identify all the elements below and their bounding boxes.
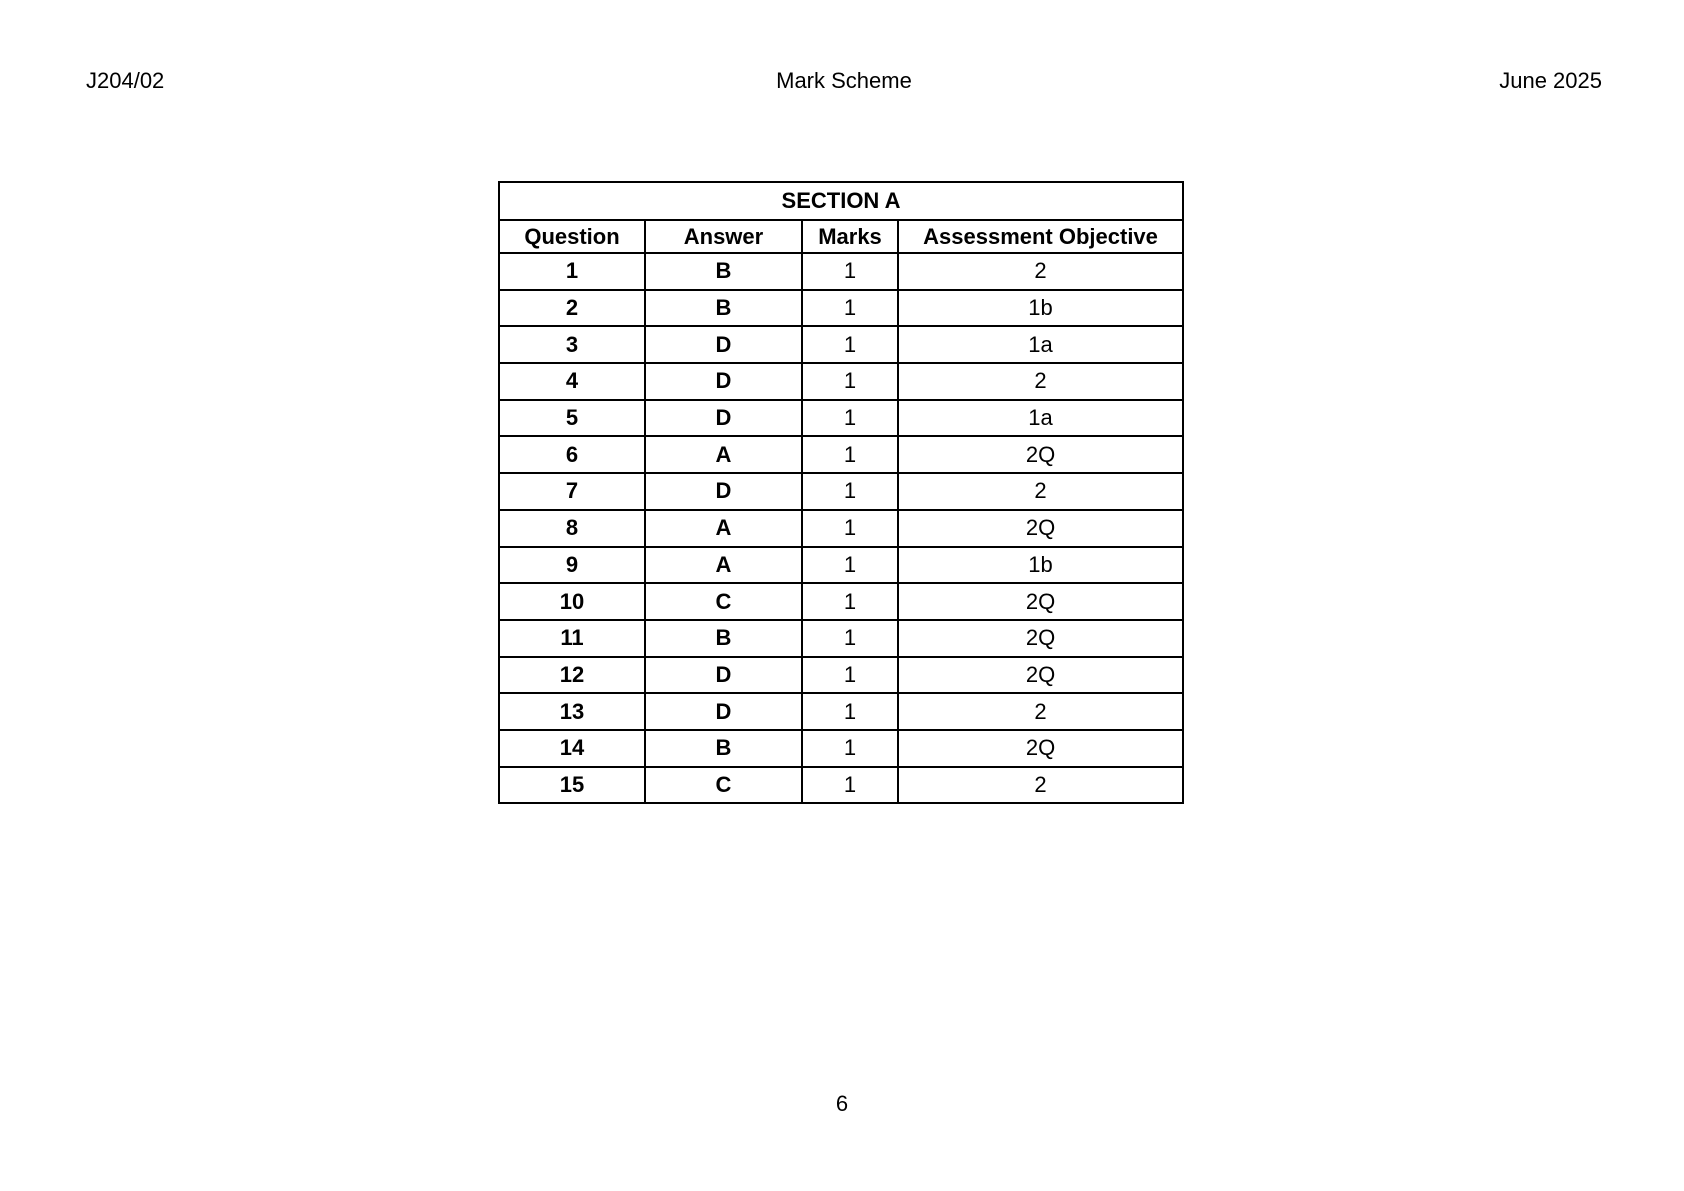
document-title: Mark Scheme xyxy=(776,68,912,93)
question-cell: 12 xyxy=(499,657,645,694)
section-a-mark-table xyxy=(498,181,1184,804)
question-cell: 14 xyxy=(499,730,645,767)
table-row xyxy=(499,767,1183,804)
table-row xyxy=(499,693,1183,730)
table-row xyxy=(499,730,1183,767)
answer-cell: C xyxy=(645,583,802,620)
assessment-objective-cell: 1b xyxy=(898,547,1183,584)
document-header xyxy=(86,68,1602,94)
table-row xyxy=(499,583,1183,620)
assessment-objective-cell: 2 xyxy=(898,473,1183,510)
marks-cell: 1 xyxy=(802,253,898,290)
question-cell: 8 xyxy=(499,510,645,547)
question-cell: 15 xyxy=(499,767,645,804)
assessment-objective-cell: 2 xyxy=(898,253,1183,290)
question-cell: 9 xyxy=(499,547,645,584)
answer-cell: B xyxy=(645,253,802,290)
assessment-objective-cell: 1a xyxy=(898,326,1183,363)
answer-cell: A xyxy=(645,547,802,584)
table-row xyxy=(499,510,1183,547)
question-cell: 13 xyxy=(499,693,645,730)
marks-cell: 1 xyxy=(802,473,898,510)
mark-table-body xyxy=(499,253,1183,803)
table-row xyxy=(499,400,1183,437)
assessment-objective-cell: 2 xyxy=(898,693,1183,730)
question-cell: 7 xyxy=(499,473,645,510)
marks-cell: 1 xyxy=(802,436,898,473)
paper-code: J204/02 xyxy=(86,68,165,93)
answer-cell: C xyxy=(645,767,802,804)
assessment-objective-cell: 1a xyxy=(898,400,1183,437)
answer-cell: D xyxy=(645,473,802,510)
assessment-objective-cell: 2Q xyxy=(898,436,1183,473)
assessment-objective-cell: 2Q xyxy=(898,510,1183,547)
marks-cell: 1 xyxy=(802,657,898,694)
answer-cell: D xyxy=(645,363,802,400)
assessment-objective-cell: 2Q xyxy=(898,657,1183,694)
session-date: June 2025 xyxy=(1499,68,1602,93)
section-title-row xyxy=(499,182,1183,220)
table-row xyxy=(499,326,1183,363)
table-row xyxy=(499,363,1183,400)
marks-cell: 1 xyxy=(802,730,898,767)
question-cell: 6 xyxy=(499,436,645,473)
marks-cell: 1 xyxy=(802,620,898,657)
column-header-question: Question xyxy=(499,220,645,253)
answer-cell: D xyxy=(645,400,802,437)
assessment-objective-cell: 1b xyxy=(898,290,1183,327)
table-row xyxy=(499,290,1183,327)
question-cell: 3 xyxy=(499,326,645,363)
column-header-answer: Answer xyxy=(645,220,802,253)
table-row xyxy=(499,547,1183,584)
marks-cell: 1 xyxy=(802,510,898,547)
answer-cell: D xyxy=(645,693,802,730)
assessment-objective-cell: 2Q xyxy=(898,620,1183,657)
page-number: 6 xyxy=(835,1091,849,1116)
marks-cell: 1 xyxy=(802,583,898,620)
column-header-row xyxy=(499,220,1183,253)
question-cell: 4 xyxy=(499,363,645,400)
column-header-marks: Marks xyxy=(802,220,898,253)
section-title: SECTION A xyxy=(499,182,1183,220)
table-row xyxy=(499,620,1183,657)
question-cell: 10 xyxy=(499,583,645,620)
answer-cell: A xyxy=(645,510,802,547)
document-footer xyxy=(0,1091,1684,1117)
assessment-objective-cell: 2Q xyxy=(898,730,1183,767)
table-row xyxy=(499,473,1183,510)
assessment-objective-cell: 2 xyxy=(898,363,1183,400)
table-row xyxy=(499,253,1183,290)
marks-cell: 1 xyxy=(802,290,898,327)
column-header-assessment-objective: Assessment Objective xyxy=(898,220,1183,253)
marks-cell: 1 xyxy=(802,363,898,400)
question-cell: 2 xyxy=(499,290,645,327)
assessment-objective-cell: 2Q xyxy=(898,583,1183,620)
answer-cell: D xyxy=(645,326,802,363)
answer-cell: A xyxy=(645,436,802,473)
table-row xyxy=(499,436,1183,473)
assessment-objective-cell: 2 xyxy=(898,767,1183,804)
answer-cell: B xyxy=(645,620,802,657)
marks-cell: 1 xyxy=(802,547,898,584)
question-cell: 11 xyxy=(499,620,645,657)
marks-cell: 1 xyxy=(802,767,898,804)
question-cell: 1 xyxy=(499,253,645,290)
table-row xyxy=(499,657,1183,694)
answer-cell: D xyxy=(645,657,802,694)
marks-cell: 1 xyxy=(802,693,898,730)
marks-cell: 1 xyxy=(802,400,898,437)
answer-cell: B xyxy=(645,290,802,327)
answer-cell: B xyxy=(645,730,802,767)
marks-cell: 1 xyxy=(802,326,898,363)
question-cell: 5 xyxy=(499,400,645,437)
